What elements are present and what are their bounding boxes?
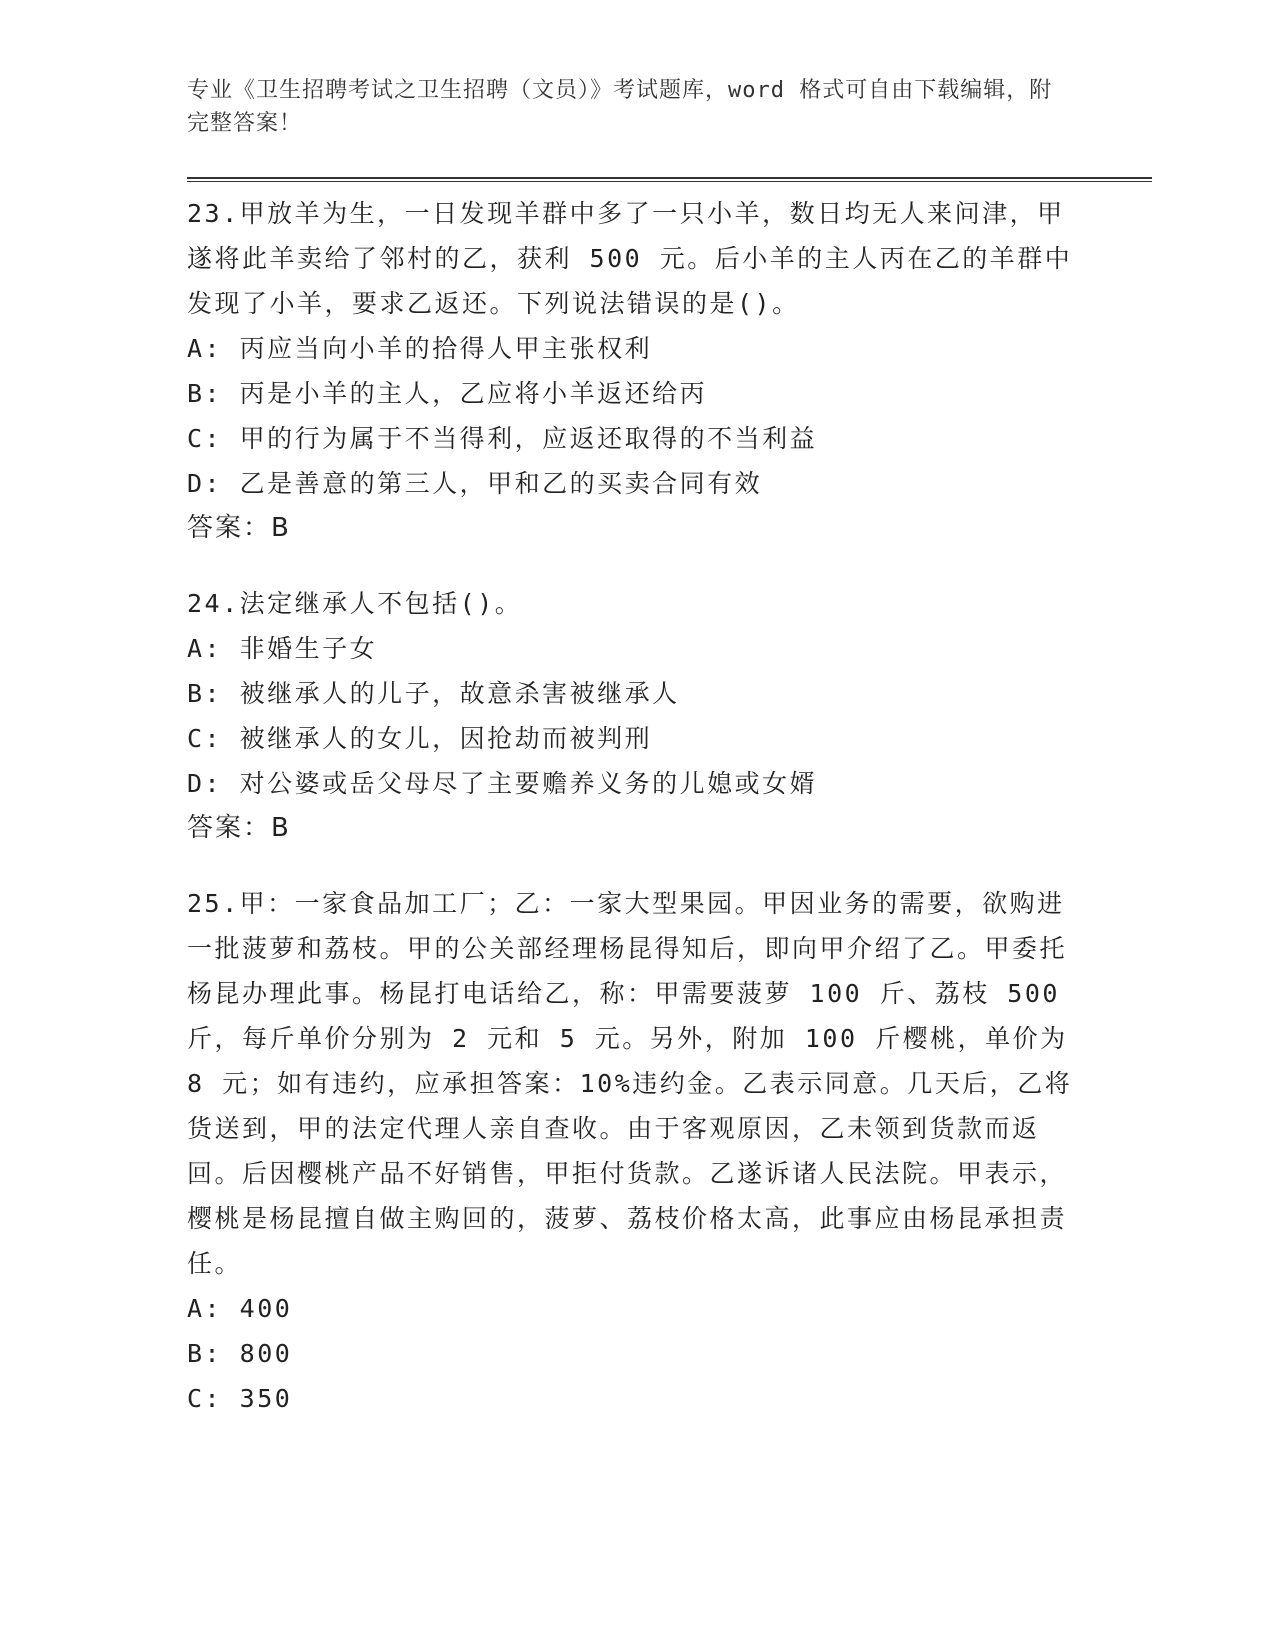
option-c: C: 被继承人的女儿，因抢劫而被判刑 [187, 724, 653, 753]
option-a: A: 丙应当向小羊的拾得人甲主张权利 [187, 334, 653, 363]
header-rule-thin [187, 181, 1152, 182]
question-stem: 24.法定继承人不包括()。 [187, 589, 523, 618]
option-b: B: 被继承人的儿子，故意杀害被继承人 [187, 679, 680, 708]
header-rule-thick [187, 177, 1152, 179]
option-b: B: 800 [187, 1339, 293, 1368]
option-a: A: 非婚生子女 [187, 634, 378, 663]
answer: 答案：B [187, 513, 291, 543]
question-list [187, 191, 1087, 1451]
question-stem: 25.甲：一家食品加工厂；乙：一家大型果园。甲因业务的需要，欲购进一批菠萝和荔枝。甲的公关部经理杨昆得知后，即向甲介绍了乙。甲委托杨昆办理此事。杨昆打电话给乙，称：甲需要菠萝 100 斤、荔枝 500 斤，每斤单价分别为 2 元和 5 元。另外，附加 100 斤樱桃，单价为 8 元；如有违约，应承担答案：10%违约金。乙表示同意。几天后，乙将货送到，甲的法定代理人亲自查收。由于客观原因，乙未领到货款而返回。后因樱桃产品不好销售，甲拒付货款。乙遂诉诸人民法院。甲表示，樱桃是杨昆擅自做主购回的，菠萝、荔枝价格太高，此事应由杨昆承担责任。 [187, 889, 1073, 1278]
option-a: A: 400 [187, 1294, 293, 1323]
option-c: C: 350 [187, 1384, 293, 1413]
question-23 [187, 191, 1087, 551]
option-b: B: 丙是小羊的主人，乙应将小羊返还给丙 [187, 379, 708, 408]
document-header: 专业《卫生招聘考试之卫生招聘（文员）》考试题库，word 格式可自由下载编辑，附完整答案！ [187, 78, 1053, 136]
option-d: D: 对公婆或岳父母尽了主要赡养义务的儿媳或女婿 [187, 769, 818, 798]
question-24 [187, 581, 1087, 851]
option-c: C: 甲的行为属于不当得利，应返还取得的不当利益 [187, 424, 818, 453]
option-d: D: 乙是善意的第三人，甲和乙的买卖合同有效 [187, 469, 763, 498]
question-25 [187, 881, 1087, 1421]
question-stem: 23.甲放羊为生，一日发现羊群中多了一只小羊，数日均无人来问津，甲遂将此羊卖给了邻村的乙，获利 500 元。后小羊的主人丙在乙的羊群中发现了小羊，要求乙返还。下列说法错误的是()。 [187, 199, 1073, 318]
answer: 答案：B [187, 813, 291, 843]
